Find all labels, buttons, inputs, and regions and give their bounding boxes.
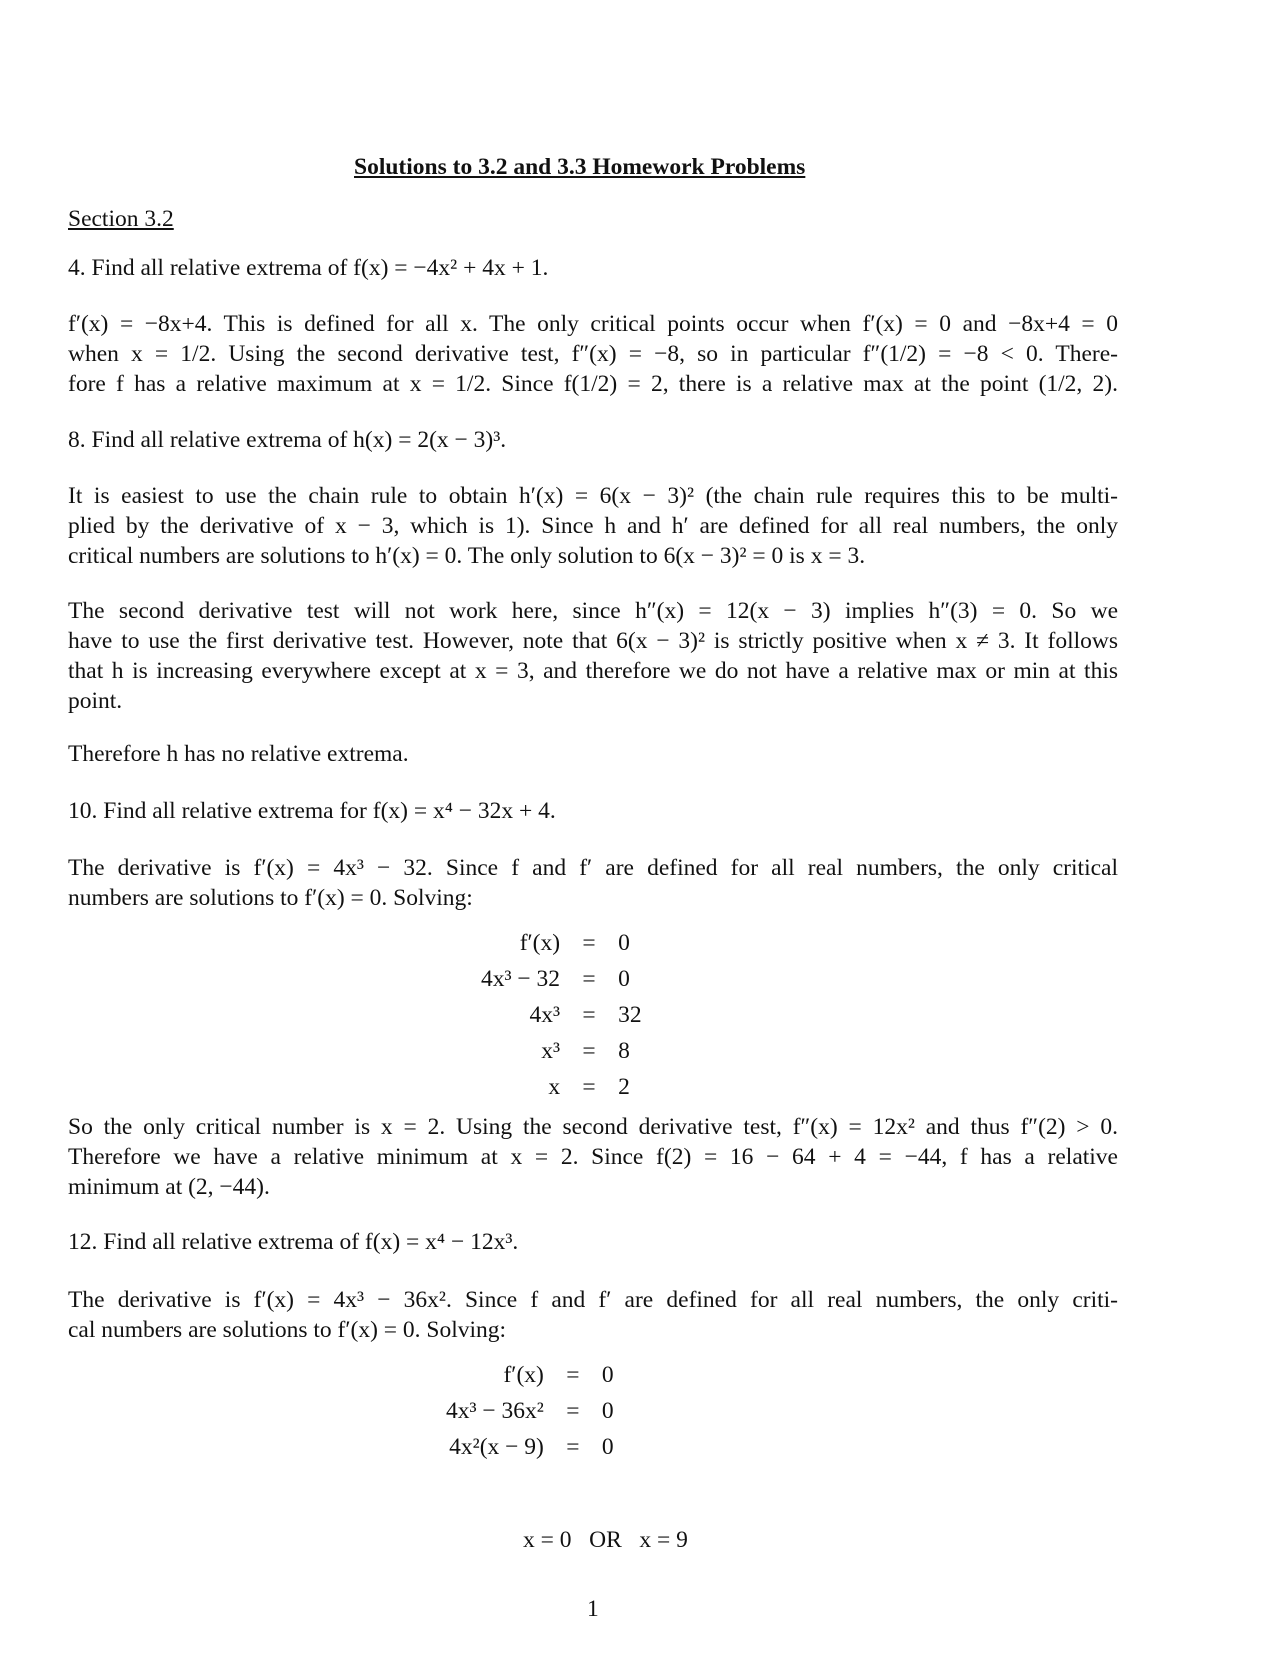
equation-operator: =	[582, 930, 596, 956]
equation-lhs: x³	[541, 1038, 561, 1064]
equation-rhs: 0	[601, 1362, 614, 1388]
equation-operator: =	[582, 1002, 596, 1028]
question-text: 4. Find all relative extrema of f(x) = −4x² + 4x + 1.	[68, 255, 549, 281]
equation-lhs: 4x³ − 36x²	[446, 1398, 544, 1424]
problem-10-question	[68, 796, 1118, 826]
problem-12-equations	[446, 1357, 614, 1465]
equation-operator: =	[566, 1362, 580, 1388]
equation-rhs: 0	[618, 966, 630, 992]
equation-operator: =	[566, 1398, 580, 1424]
question-text: 10. Find all relative extrema for f(x) = x⁴ − 32x + 4.	[68, 798, 556, 824]
problem-12-question	[68, 1227, 1118, 1257]
problem-8-paragraph-1	[68, 481, 1118, 571]
solution-line: The derivative is f′(x) = 4x³ − 32. Since f and f′ are defined for all real numbers, the only critical	[68, 855, 1118, 881]
equation-row	[481, 925, 642, 961]
solution-line: numbers are solutions to f′(x) = 0. Solving:	[68, 885, 473, 911]
equation-row	[446, 1357, 614, 1393]
equation-operator: =	[582, 1038, 596, 1064]
problem-8-question	[68, 425, 1118, 455]
equation-lhs: 4x²(x − 9)	[449, 1434, 544, 1460]
equation-rhs: 0	[618, 930, 630, 956]
equation-lhs: 4x³ − 32	[481, 966, 561, 992]
equation-row	[481, 961, 642, 997]
conclusion-text: Therefore h has no relative extrema.	[68, 741, 409, 767]
equation-row	[481, 1069, 642, 1105]
solution-line: critical numbers are solutions to h′(x) = 0. The only solution to 6(x − 3)² = 0 is x = 3.	[68, 543, 866, 569]
solution-line: minimum at (2, −44).	[68, 1174, 270, 1200]
solution-line: Therefore we have a relative minimum at x = 2. Since f(2) = 16 − 64 + 4 = −44, f has a relative	[68, 1144, 1118, 1170]
equation-operator: =	[582, 1074, 596, 1100]
equation-rhs: 0	[601, 1434, 614, 1460]
equation-row	[446, 1429, 614, 1465]
solution-line: fore f has a relative maximum at x = 1/2. Since f(1/2) = 2, there is a relative max at the point (1/2, 2).	[68, 371, 1118, 397]
equation-lhs: f′(x)	[503, 1362, 544, 1388]
equation-operator: =	[566, 1434, 580, 1460]
equation-row	[446, 1393, 614, 1429]
solution-line: cal numbers are solutions to f′(x) = 0. Solving:	[68, 1317, 507, 1343]
problem-4-solution	[68, 309, 1118, 399]
equation-lhs: f′(x)	[519, 930, 561, 956]
solution-line: It is easiest to use the chain rule to obtain h′(x) = 6(x − 3)² (the chain rule requires this to be multi-	[68, 483, 1118, 509]
problem-10-equations	[481, 925, 642, 1105]
question-text: 12. Find all relative extrema of f(x) = x⁴ − 12x³.	[68, 1229, 519, 1255]
solution-line: So the only critical number is x = 2. Using the second derivative test, f″(x) = 12x² and thus f″(2) > 0.	[68, 1114, 1118, 1140]
problem-12-final	[523, 1465, 923, 1615]
solution-line: The derivative is f′(x) = 4x³ − 36x². Since f and f′ are defined for all real numbers, the only criti-	[68, 1287, 1118, 1313]
problem-10-intro	[68, 853, 1118, 913]
solution-line: plied by the derivative of x − 3, which is 1). Since h and h′ are defined for all real numbers, the only	[68, 513, 1118, 539]
question-text: 8. Find all relative extrema of h(x) = 2(x − 3)³.	[68, 427, 507, 453]
equation-rhs: 2	[618, 1074, 630, 1100]
document-title: Solutions to 3.2 and 3.3 Homework Problems	[354, 154, 806, 180]
problem-8-conclusion	[68, 739, 1118, 769]
equation-rhs: 8	[618, 1038, 630, 1064]
equation-row	[481, 997, 642, 1033]
equation-rhs: 32	[618, 1002, 642, 1028]
problem-8-paragraph-2	[68, 596, 1118, 716]
solution-line: f′(x) = −8x+4. This is defined for all x. The only critical points occur when f′(x) = 0 and −8x+4 = 0	[68, 311, 1118, 337]
equation-rhs: 0	[601, 1398, 614, 1424]
equation-lhs: 4x³	[529, 1002, 561, 1028]
equation-lhs: x	[548, 1074, 561, 1100]
solution-line: The second derivative test will not work here, since h″(x) = 12(x − 3) implies h″(3) = 0. So we	[68, 598, 1118, 624]
solution-line: that h is increasing everywhere except at x = 3, and therefore we do not have a relative max or min at this	[68, 658, 1118, 684]
solution-line: have to use the first derivative test. However, note that 6(x − 3)² is strictly positive when x ≠ 3. It follows	[68, 628, 1118, 654]
equation-row	[481, 1033, 642, 1069]
solution-line: when x = 1/2. Using the second derivative test, f″(x) = −8, so in particular f″(1/2) = −8 < 0. There-	[68, 341, 1118, 367]
section-heading: Section 3.2	[68, 206, 174, 232]
problem-4-question	[68, 253, 1118, 283]
problem-10-conclusion	[68, 1112, 1118, 1202]
equation-operator: =	[582, 966, 596, 992]
solution-line: point.	[68, 688, 123, 714]
final-solution: x = 0 OR x = 9	[523, 1527, 688, 1553]
problem-12-intro	[68, 1285, 1118, 1345]
page-number: 1	[587, 1596, 599, 1622]
